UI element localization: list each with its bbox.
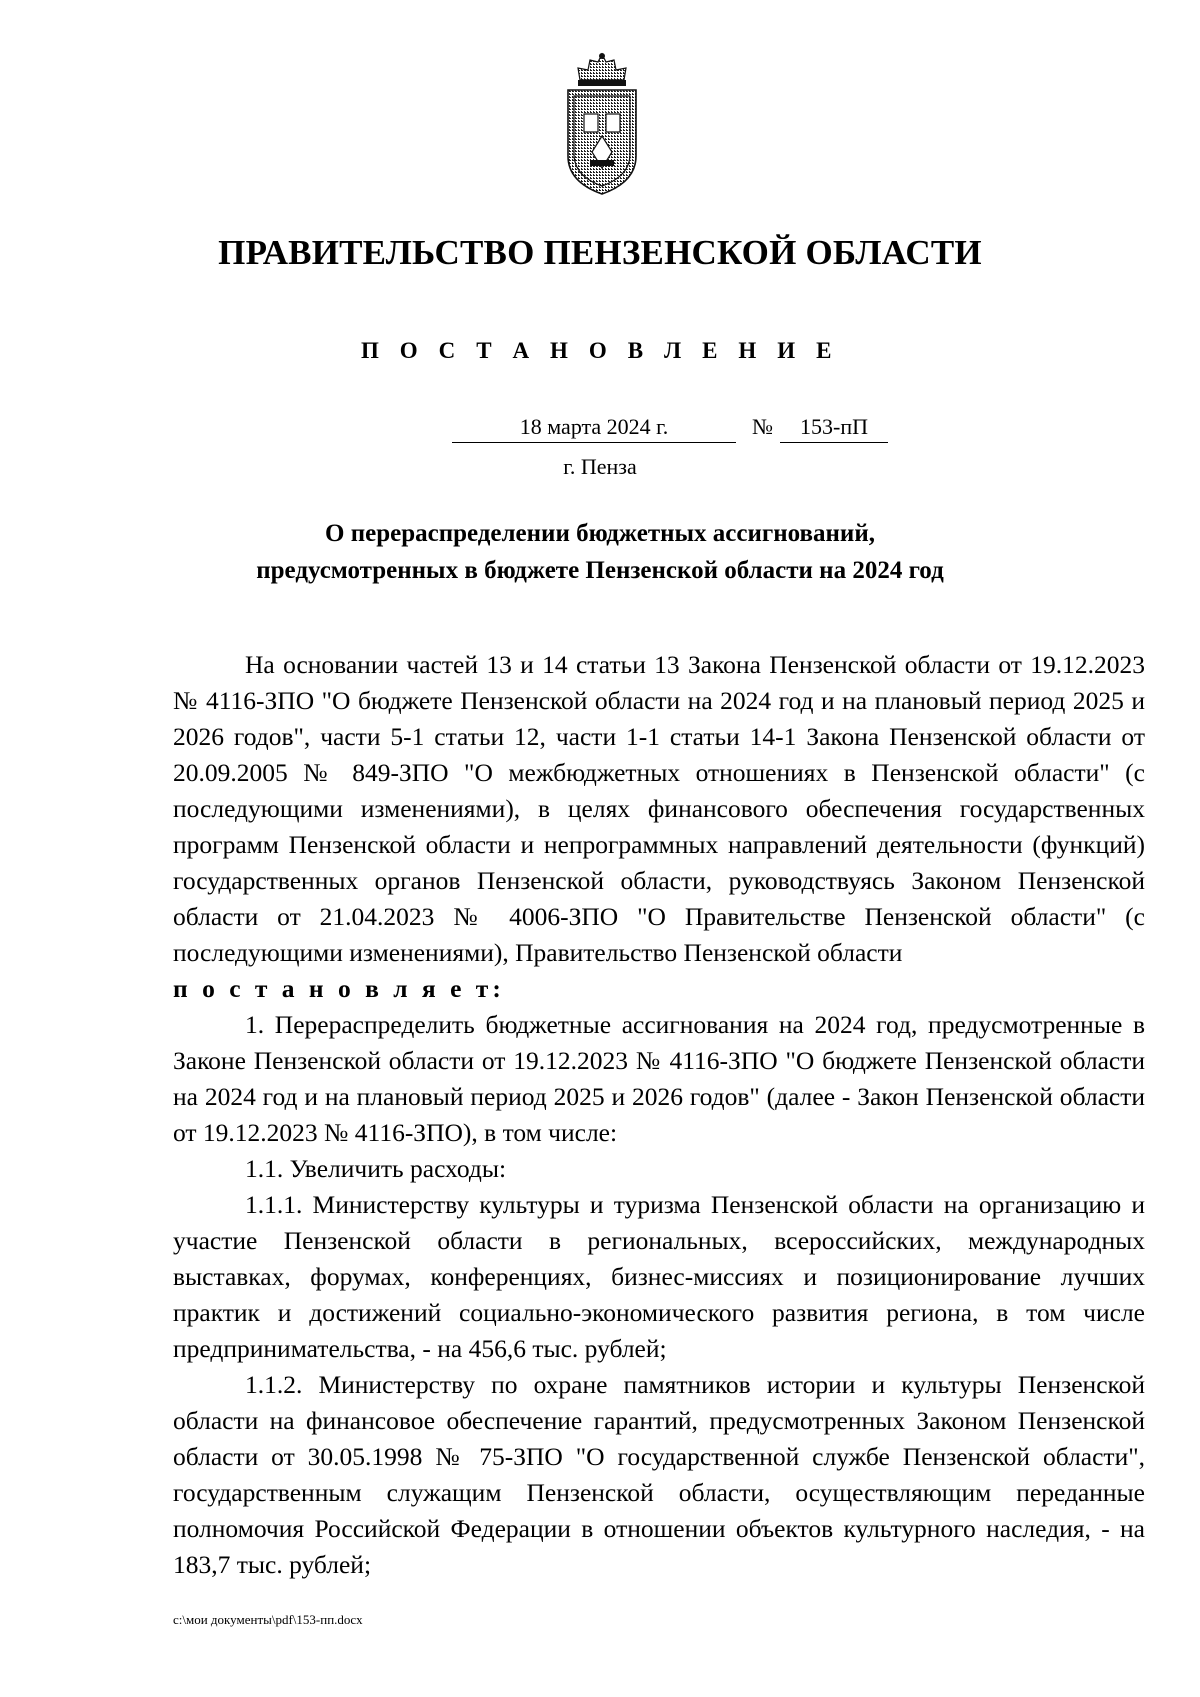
clause-1-1: 1.1. Увеличить расходы: — [245, 1154, 507, 1183]
city: г. Пенза — [563, 454, 637, 479]
subject-line: О перераспределении бюджетных ассигнований, — [325, 520, 875, 547]
resolves-line — [173, 971, 1145, 1007]
number-sign: № — [752, 414, 773, 439]
clause-1-1-1: 1.1.1. Министерству культуры и туризма Пензенской области на организацию и участие Пензенской области в региональных, всероссийских, международных выставках, форумах, конференциях, бизнес-миссиях и позиционирование лучших практик и достижений социально-экономического развития региона, в том числе предпринимательства, - на 456,6 тыс. рублей; — [173, 1190, 1145, 1363]
file-path-footer: c:\мои документы\pdf\153-пп.docx — [173, 1612, 363, 1627]
resolves-text: п о с т а н о в л я е т: — [173, 974, 505, 1003]
document-number: 153-пП — [780, 414, 888, 443]
document-type: П О С Т А Н О В Л Е Н И Е — [360, 338, 840, 363]
subject-line: предусмотренных в бюджете Пензенской области на 2024 год — [256, 557, 944, 584]
government-title: ПРАВИТЕЛЬСТВО ПЕНЗЕНСКОЙ ОБЛАСТИ — [218, 233, 982, 272]
document-date: 18 марта 2024 г. — [452, 414, 736, 443]
preamble-paragraph: На основании частей 13 и 14 статьи 13 Закона Пензенской области от 19.12.2023 № 4116-ЗПО "О бюджете Пензенской области на 2024 год и на плановый период 2025 и 2026 годов", части 5-1 статьи 12, части 1-1 статьи 14-1 Закона Пензенской области от 20.09.2005 № 849-ЗПО "О межбюджетных отношениях в Пензенской области" (с последующими изменениями), в целях финансового обеспечения государственных программ Пензенской области и непрограммных направлений деятельности (функций) государственных органов Пензенской области, руководствуясь Законом Пензенской области от 21.04.2023 № 4006-ЗПО "О Правительстве Пензенской области" (с последующими изменениями), Правительство Пензенской области — [173, 650, 1145, 967]
document-subject — [0, 515, 1200, 589]
coat-of-arms-icon — [560, 52, 644, 198]
document-body — [173, 647, 1145, 1583]
clause-1-1-2: 1.1.2. Министерству по охране памятников истории и культуры Пензенской области на финансовое обеспечение гарантий, предусмотренных Законом Пензенской области от 30.05.1998 № 75-ЗПО "О государственной службе Пензенской области", государственным служащим Пензенской области, осуществляющим переданные полномочия Российской Федерации в отношении объектов культурного наследия, - на 183,7 тыс. рублей; — [173, 1370, 1145, 1579]
clause-1: 1. Перераспределить бюджетные ассигнования на 2024 год, предусмотренные в Законе Пензенской области от 19.12.2023 № 4116-ЗПО "О бюджете Пензенской области на 2024 год и на плановый период 2025 и 2026 годов" (далее - Закон Пензенской области от 19.12.2023 № 4116-ЗПО), в том числе: — [173, 1010, 1145, 1147]
